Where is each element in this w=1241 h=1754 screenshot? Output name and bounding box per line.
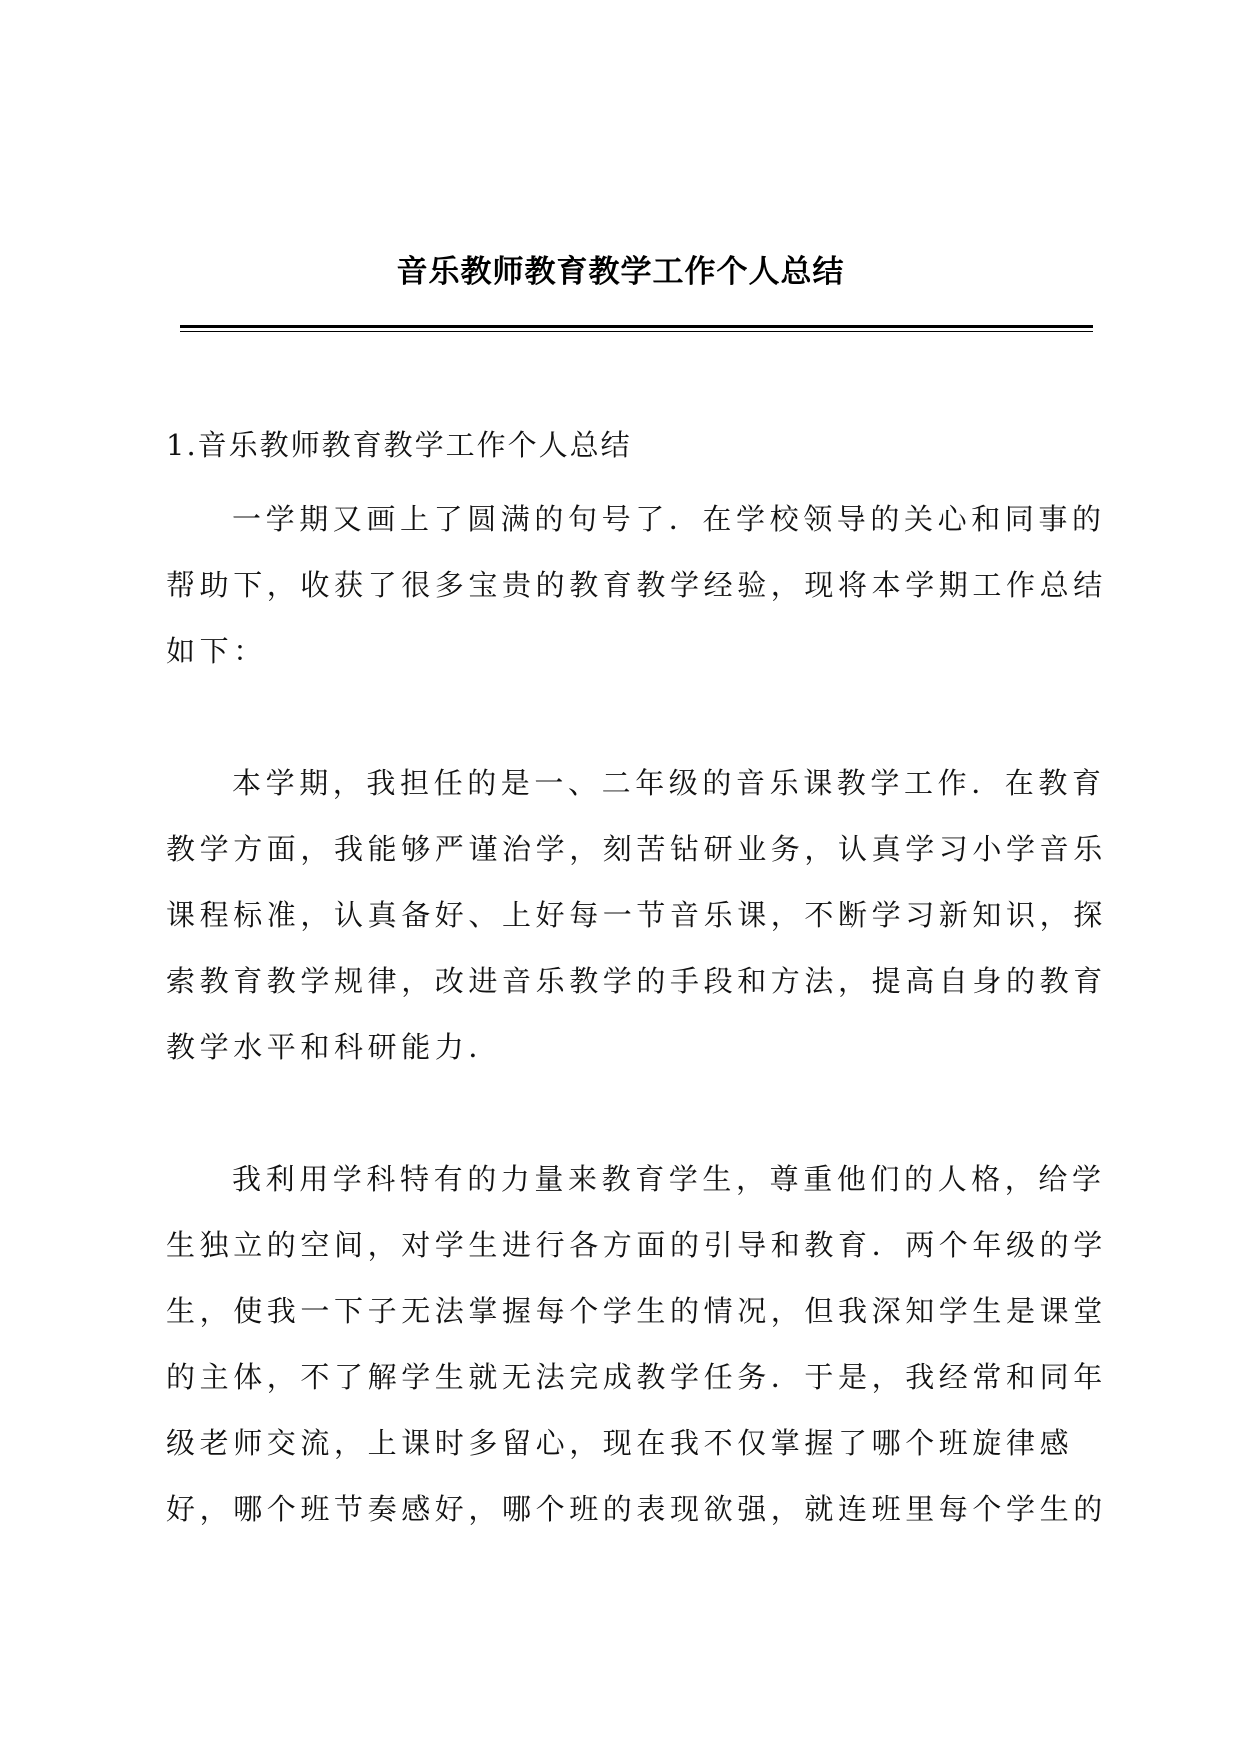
paragraph-line: 我利用学科特有的力量来教育学生，尊重他们的人格，给学 (232, 1162, 1106, 1196)
paragraph-line: 索教育教学规律，改进音乐教学的手段和方法，提高自身的教育 (166, 964, 1107, 998)
paragraph-line: 如下： (166, 634, 267, 668)
paragraph-line: 课程标准，认真备好、上好每一节音乐课，不断学习新知识，探 (166, 898, 1107, 932)
paragraph-line: 的主体，不了解学生就无法完成教学任务．于是，我经常和同年 (166, 1360, 1107, 1394)
paragraph-1 (166, 486, 1107, 684)
paragraph-spacer (166, 684, 1100, 750)
paragraph-line: 教学水平和科研能力． (166, 1030, 503, 1064)
paragraph-line: 级老师交流，上课时多留心，现在我不仅掌握了哪个班旋律感 (166, 1426, 1074, 1460)
paragraph-line: 一学期又画上了圆满的句号了．在学校领导的关心和同事的 (232, 502, 1106, 536)
paragraph-line: 教学方面，我能够严谨治学，刻苦钻研业务，认真学习小学音乐 (166, 832, 1107, 866)
paragraph-line: 帮助下，收获了很多宝贵的教育教学经验，现将本学期工作总结 (166, 568, 1107, 602)
section-heading: 1.音乐教师教育教学工作个人总结 (166, 428, 632, 462)
title-divider-thick (180, 325, 1093, 328)
title-divider-thin (180, 331, 1093, 332)
paragraph-3 (166, 1146, 1107, 1542)
paragraph-spacer (166, 1080, 1100, 1146)
paragraph-line: 好，哪个班节奏感好，哪个班的表现欲强，就连班里每个学生的 (166, 1492, 1107, 1526)
paragraph-line: 本学期，我担任的是一、二年级的音乐课教学工作．在教育 (232, 766, 1106, 800)
paragraph-line: 生独立的空间，对学生进行各方面的引导和教育．两个年级的学 (166, 1228, 1107, 1262)
paragraph-line: 生，使我一下子无法掌握每个学生的情况，但我深知学生是课堂 (166, 1294, 1107, 1328)
document-body (166, 420, 1107, 1542)
document-title: 音乐教师教育教学工作个人总结 (396, 254, 845, 290)
paragraph-2 (166, 750, 1107, 1080)
